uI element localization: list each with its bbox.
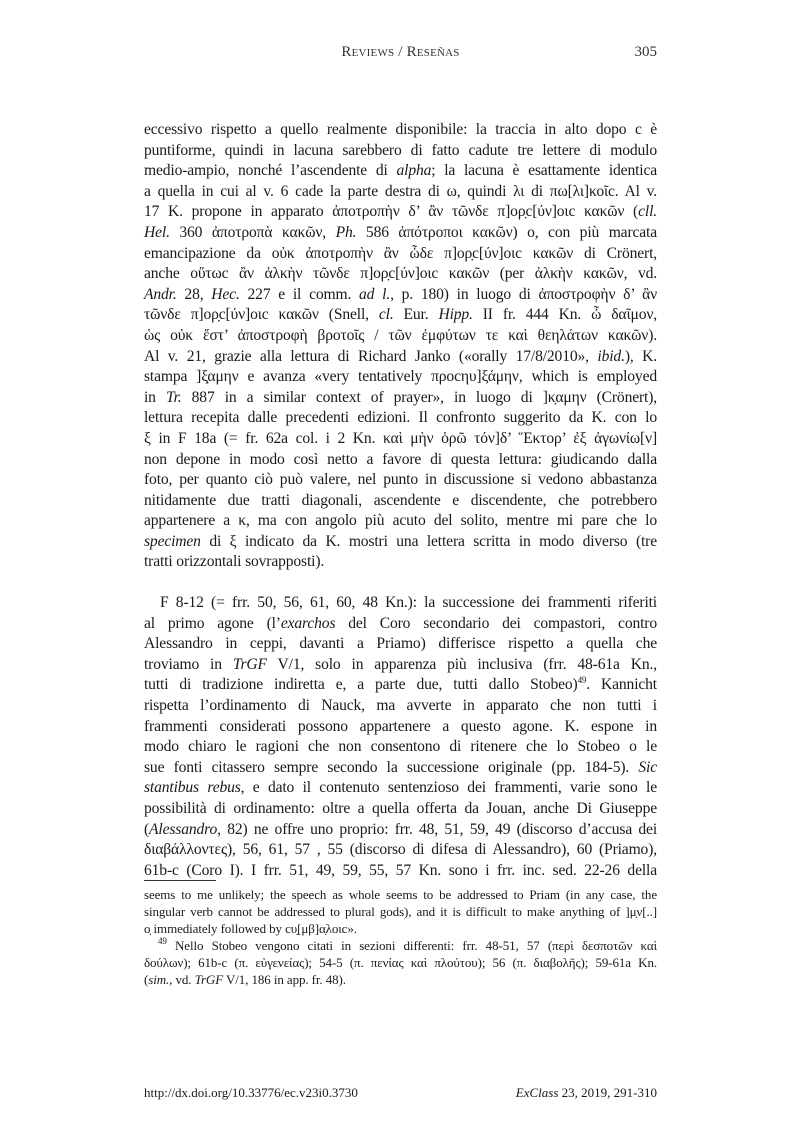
body-line <box>144 429 657 450</box>
italic-text: Alessandro <box>149 820 218 838</box>
text-run: non depone in modo così netto a favore di questa lettura: giudicando dalla <box>144 450 657 468</box>
text-run: , p. 180) in luogo di ἀποστροφὴν δ’ ἂν <box>390 285 657 303</box>
body-line <box>144 778 657 799</box>
italic-text: Tr. <box>165 388 182 406</box>
body-line <box>144 305 657 326</box>
journal-citation <box>516 1085 657 1101</box>
body-line <box>144 552 657 573</box>
body-line <box>144 799 657 820</box>
text-run: a quella in cui al v. 6 cade la parte destra di ω, quindi λι di πω[λι]κοῖc. Al v. <box>144 182 657 200</box>
text-run: F 8-12 (= frr. 50, 56, 61, 60, 48 Kn.): la successione dei frammenti riferiti <box>160 594 657 612</box>
paragraph-gap <box>144 573 657 593</box>
text-run: medio-ampio, nonché l’ascendente di <box>144 162 397 180</box>
text-run: singular verb cannot be addressed to plural gods), and it is difficult to make anything of ]μ̣ν[..] <box>144 904 657 919</box>
text-run: troviamo in <box>144 655 233 673</box>
main-text <box>144 120 657 881</box>
text-run: ο̣ immediately followed by cυ̣[μβ]α̣λοιc». <box>144 921 357 936</box>
text-run: ( <box>144 972 149 987</box>
footnote-line <box>144 971 657 988</box>
text-run: tratti orizzontali sovrapposti). <box>144 553 325 571</box>
text-run: stampa ]ξ̣αμην e avanza «very tentatively προcηυ]ξάμην, which is employed <box>144 368 657 386</box>
text-run: 61b-c (Coro I). I frr. 51, 49, 59, 55, 57 Kn. sono i frr. inc. sed. 22-26 della <box>144 861 657 879</box>
body-line <box>144 655 657 676</box>
body-line <box>144 593 657 614</box>
body-line <box>144 244 657 265</box>
doi-link[interactable]: http://dx.doi.org/10.33776/ec.v23i0.3730 <box>144 1085 358 1100</box>
italic-text: ad l. <box>359 285 391 303</box>
text-run: rispetta l’ordinamento di Nauck, ma avverte in apparato che non tutti i <box>144 697 657 715</box>
body-line <box>144 141 657 162</box>
text-run: ὡς οὐκ ἔστ’ ἀποστροφὴ βροτοῖς / τῶν ἐμφύτων τε καὶ θεηλάτων κακῶν). <box>144 326 657 344</box>
body-line <box>144 696 657 717</box>
italic-text: specimen <box>144 532 201 550</box>
text-run: emancipazione da οὐκ ἀποτροπὴν ἂν ὧδε π]ορ̣c[ύν]οιc κακῶν di Crönert, <box>144 244 657 262</box>
text-run: 360 ἀποτροπὰ κακῶν, <box>169 223 336 241</box>
text-run: Al v. 21, grazie alla lettura di Richard Janko («orally 17/8/2010», <box>144 347 598 365</box>
footnote-reference[interactable]: 49 <box>158 936 167 946</box>
body-paragraph <box>144 593 657 881</box>
text-run: eccessivo rispetto a quello realmente disponibile: la traccia in alto dopo c è <box>144 121 657 138</box>
body-line <box>144 347 657 368</box>
italic-text: TrGF <box>194 972 224 987</box>
italic-text: stantibus rebus <box>144 779 241 797</box>
text-run: tutti di tradizione indiretta e, a parte due, tutti dallo Stobeo) <box>144 676 578 694</box>
body-line <box>144 717 657 738</box>
body-line <box>144 388 657 409</box>
text-run: al primo agone (l’ <box>144 614 281 632</box>
footnote-line <box>144 920 657 937</box>
body-line <box>144 285 657 306</box>
text-run: sue fonti citassero sempre secondo la successione originale (pp. 184-5). <box>144 758 639 776</box>
body-line <box>144 182 657 203</box>
italic-text: sim. <box>148 972 170 987</box>
footnote-line <box>144 954 657 971</box>
body-line <box>144 450 657 471</box>
text-run: , 82) ne offre uno proprio: frr. 48, 51, 59, 49 (discorso d’accusa dei <box>217 820 657 838</box>
footnotes <box>144 886 657 988</box>
body-line <box>144 532 657 553</box>
body-line <box>144 202 657 223</box>
body-line <box>144 120 657 141</box>
citation-details: 23, 2019, 291-310 <box>558 1085 657 1100</box>
text-run: modo chiaro le ragioni che non consentono di ritenere che lo Stobeo o le <box>144 738 657 756</box>
body-line <box>144 470 657 491</box>
running-header <box>144 44 657 66</box>
text-run: II fr. 444 Kn. ὦ δαῖμον, <box>472 306 657 324</box>
italic-text: Hec. <box>211 285 240 303</box>
italic-text: Ph. <box>335 223 357 241</box>
body-line <box>144 408 657 429</box>
text-run: V/1, solo in apparenza più inclusiva (frr. 48-61a Kn., <box>266 655 657 673</box>
text-run: Eur. <box>393 306 439 324</box>
text-run: seems to me unlikely; the speech as whole seems to be addressed to Priam (in any case, the <box>144 887 657 902</box>
body-line <box>144 264 657 285</box>
text-run: 227 e il comm. <box>239 285 360 303</box>
text-run: τῶνδε π]ορ̣c[ύν]οιc κακῶν (Snell, <box>144 306 379 324</box>
body-paragraph <box>144 120 657 573</box>
running-title: Reviews / Reseñas <box>341 44 460 60</box>
text-run: 586 ἀπότροποι κακῶν) o, con più marcata <box>356 223 657 241</box>
body-line <box>144 491 657 512</box>
text-run: anche οὕτωc ἂν ἀλκὴν τῶνδε π]ορ̣c[ύν]οιc κακῶν (per ἀλκὴν κακῶν, vd. <box>144 265 657 283</box>
italic-text: ibid. <box>597 347 625 365</box>
text-run: ξ in F 18a (= fr. 62a col. i 2 Kn. καὶ μὴν ὁρῶ τόν]δ’ Ἕκτορ’ ἐξ ἀγωνίω[ν] <box>144 429 657 447</box>
text-run: foto, per quanto ciò può valere, nel punto in discussione si vedono abbastanza <box>144 471 657 489</box>
text-run: διαβάλλοντες), 56, 61, 57 , 55 (discorso di difesa di Alessandro), 60 (Priamo), <box>144 841 657 859</box>
italic-text: Hel. <box>144 223 170 241</box>
text-run: 887 in a similar context of prayer», in luogo di ]κ̣αμην (Crönert), <box>181 388 658 406</box>
body-line <box>144 861 657 882</box>
italic-text: Andr. <box>144 285 177 303</box>
body-line <box>144 737 657 758</box>
text-run: frammenti considerati possono appartenere a questo agone. K. espone in <box>144 717 657 735</box>
italic-text: Hipp. <box>438 306 473 324</box>
text-run: 17 K. propone in apparato ἀποτροπὴν δ’ ἂν τῶνδε π]ορ̣c[ύν]οιc κακῶν ( <box>144 203 639 221</box>
text-run: ; la lacuna è esattamente identica <box>431 162 657 180</box>
body-line <box>144 675 657 696</box>
text-run: , e dato il contenuto sentenzioso dei frammenti, varie sono le <box>240 779 657 797</box>
body-line <box>144 223 657 244</box>
text-run: appartenere a κ, ma con angolo più acuto del solito, mentre mi pare che lo <box>144 512 657 530</box>
text-run: ( <box>144 820 150 838</box>
text-run: 28, <box>176 285 212 303</box>
italic-text: alpha <box>396 162 432 180</box>
body-line <box>144 840 657 861</box>
journal-name: ExClass <box>515 1085 559 1100</box>
footnote-line <box>144 903 657 920</box>
italic-text: TrGF <box>232 655 267 673</box>
body-line <box>144 614 657 635</box>
page-number: 305 <box>634 44 657 60</box>
text-run: puntiforme, quindi in lacuna sarebbero di fatto cadute tre lettere di modulo <box>144 141 657 159</box>
footnote-reference[interactable]: 49 <box>577 675 587 686</box>
text-run: . Kannicht <box>586 676 657 694</box>
body-line <box>144 511 657 532</box>
footnote-line <box>144 886 657 903</box>
text-run: possibilità di ordinamento: oltre a quella offerta da Jouan, anche Di Giuseppe <box>144 800 657 817</box>
footnote-paragraph <box>144 886 657 937</box>
footnote-line <box>144 937 657 954</box>
text-run: , vd. <box>169 972 195 987</box>
text-run: in <box>144 388 166 406</box>
italic-text: cl. <box>378 306 394 324</box>
footnote-separator <box>144 880 216 881</box>
body-line <box>144 161 657 182</box>
text-run: del Coro secondario dei compastori, contro <box>335 614 657 632</box>
footnote-paragraph <box>144 937 657 988</box>
body-line <box>144 326 657 347</box>
text-run: nitidamente due tratti diagonali, ascendente e discendente, che potrebbero <box>144 491 657 509</box>
body-line <box>144 758 657 779</box>
text-run: V/1, 186 in app. fr. 48). <box>223 972 346 987</box>
italic-text: exarchos <box>280 614 336 632</box>
body-line <box>144 820 657 841</box>
text-run: di ξ indicato da K. mostri una lettera scritta in modo diverso (tre <box>200 532 657 550</box>
italic-text: cll. <box>638 203 657 221</box>
text-run: lettura recepita dalle precedenti edizioni. Il confronto suggerito da K. con lo <box>144 409 657 427</box>
text-run: Alessandro in ceppi, davanti a Priamo) differisce rispetto a quella che <box>144 635 657 653</box>
body-line <box>144 634 657 655</box>
body-line <box>144 367 657 388</box>
italic-text: Sic <box>638 758 657 776</box>
text-run: Nello Stobeo vengono citati in sezioni differenti: frr. 48-51, 57 (περὶ δεσποτῶν καὶ <box>166 938 657 953</box>
text-run: ), K. <box>624 347 657 365</box>
text-run: δούλων); 61b-c (π. εὐγενείας); 54-5 (π. πενίας καὶ πλούτου); 56 (π. διαβολῆς); 59-61a Kn. <box>144 955 657 970</box>
